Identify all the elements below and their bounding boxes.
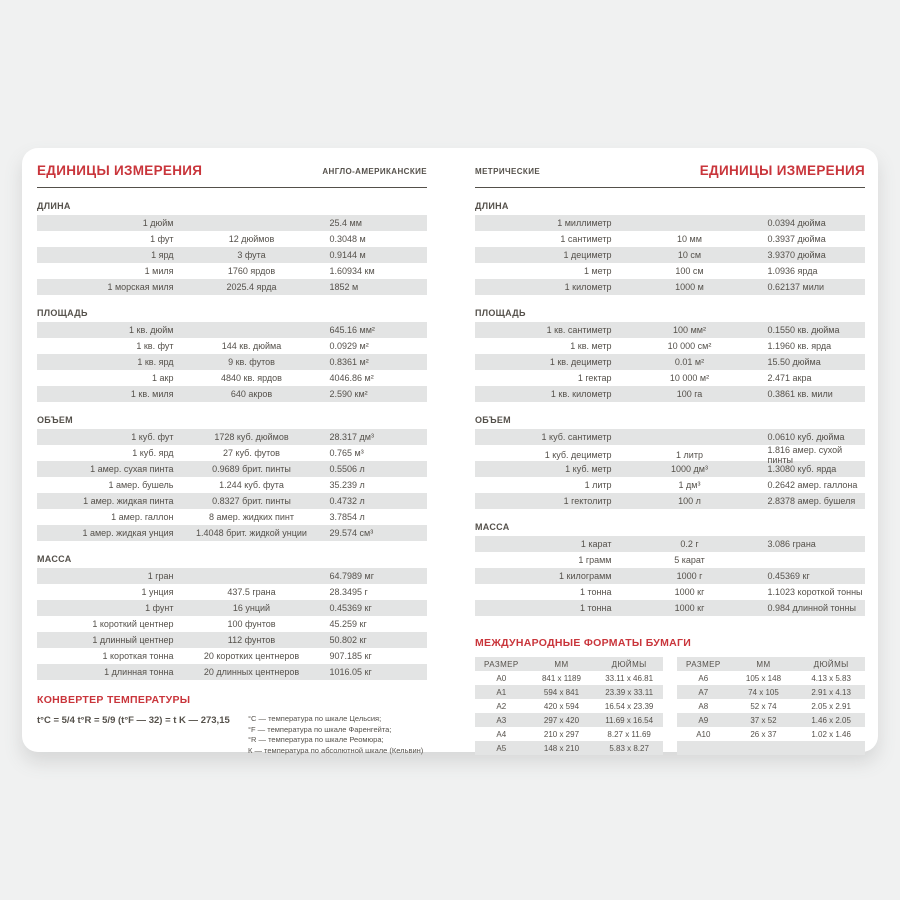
cell-converted: 28.317 дм³ — [329, 432, 374, 442]
cell-unit: 1 кв. фут — [136, 341, 174, 351]
cell-unit: 1 куб. метр — [565, 464, 612, 474]
temperature-note: °F — температура по шкале Фаренгейта; — [248, 724, 392, 734]
cell-unit: 1 длинная тонна — [104, 667, 174, 677]
table-row — [475, 338, 865, 354]
cell-unit: 1 дюйм — [142, 218, 174, 228]
cell-converted: 28.3495 г — [329, 587, 368, 597]
cell-converted: 25.4 мм — [329, 218, 362, 228]
table-row — [475, 741, 663, 755]
cell-converted: 0.2642 амер. галлона — [767, 480, 858, 490]
cell-converted: 0.3861 кв. мили — [767, 389, 833, 399]
right-page-header — [475, 158, 865, 188]
cell-equivalent: 100 га — [676, 389, 703, 399]
cell-mm: 841 x 1189 — [541, 673, 581, 683]
cell-equivalent: 1000 кг — [674, 587, 705, 597]
cell-unit: 1 ярд — [151, 250, 174, 260]
cell-converted: 645.16 мм² — [329, 325, 375, 335]
cell-equivalent: 1.244 куб. фута — [219, 480, 284, 490]
cell-equivalent: 5 карат — [674, 555, 705, 565]
cell-mm: 594 x 841 — [543, 687, 580, 697]
table-row — [37, 461, 427, 477]
cell-equivalent: 640 акров — [230, 389, 273, 399]
section-title: ОБЪЕМ — [475, 415, 511, 425]
cell-unit: 1 гран — [147, 571, 174, 581]
cell-converted: 1016.05 кг — [329, 667, 372, 677]
cell-mm: 74 x 105 — [748, 687, 779, 697]
cell-equivalent: 437.5 грана — [227, 587, 276, 597]
table-row — [37, 584, 427, 600]
unit-table — [37, 568, 427, 680]
cell-equivalent: 100 мм² — [673, 325, 706, 335]
cell-mm: 105 x 148 — [745, 673, 782, 683]
planner-spread — [22, 148, 878, 755]
unit-section-3 — [37, 554, 427, 680]
cell-equivalent: 1000 дм³ — [671, 464, 708, 474]
table-row — [37, 616, 427, 632]
cell-inches: 8.27 x 11.69 — [607, 729, 651, 739]
cell-converted: 0.984 длинной тонны — [767, 603, 856, 613]
table-row — [677, 713, 865, 727]
table-row — [677, 671, 865, 685]
table-row — [37, 370, 427, 386]
section-title: ПЛОЩАДЬ — [475, 308, 526, 318]
table-row — [475, 263, 865, 279]
table-row — [37, 493, 427, 509]
table-row — [475, 477, 865, 493]
cell-inches: 2.05 x 2.91 — [811, 701, 851, 711]
cell-unit: 1 амер. жидкая унция — [82, 528, 174, 538]
cell-unit: 1 морская миля — [107, 282, 174, 292]
cell-equivalent: 10 мм — [677, 234, 702, 244]
table-row — [475, 445, 865, 465]
cell-converted: 2.471 акра — [767, 373, 812, 383]
cell-unit: 1 короткая тонна — [102, 651, 174, 661]
cell-converted: 0.3048 м — [329, 234, 366, 244]
cell-equivalent: 0.2 г — [680, 539, 699, 549]
cell-mm: 37 x 52 — [750, 715, 777, 725]
cell-size: A10 — [696, 729, 711, 739]
cell-mm: 148 x 210 — [543, 743, 580, 753]
table-row — [37, 386, 427, 402]
cell-unit: 1 кв. сантиметр — [546, 325, 612, 335]
cell-inches: 16.54 x 23.39 — [604, 701, 654, 711]
cell-unit: 1 тонна — [580, 603, 612, 613]
cell-converted: 0.3937 дюйма — [767, 234, 826, 244]
paper-header-row — [475, 657, 663, 671]
cell-equivalent: 16 унций — [232, 603, 271, 613]
cell-unit: 1 акр — [152, 373, 174, 383]
section-title: ПЛОЩАДЬ — [37, 308, 88, 318]
table-row — [475, 536, 865, 552]
unit-table — [475, 215, 865, 295]
cell-size: A4 — [496, 729, 507, 739]
cell-unit: 1 амер. бушель — [108, 480, 174, 490]
cell-unit: 1 грамм — [578, 555, 612, 565]
cell-unit: 1 килограмм — [559, 571, 612, 581]
cell-converted: 1852 м — [329, 282, 359, 292]
cell-equivalent: 2025.4 ярда — [226, 282, 277, 292]
paper-formats-title: МЕЖДУНАРОДНЫЕ ФОРМАТЫ БУМАГИ — [475, 637, 692, 649]
cell-unit: 1 кв. дециметр — [549, 357, 612, 367]
temperature-converter — [37, 694, 427, 756]
cell-unit: 1 короткий центнер — [92, 619, 174, 629]
cell-equivalent: 1 литр — [676, 450, 703, 460]
table-row — [37, 525, 427, 541]
cell-equivalent: 1000 кг — [674, 603, 705, 613]
cell-converted: 64.7989 мг — [329, 571, 375, 581]
paper-header-cell: ММ — [756, 659, 771, 669]
table-row — [37, 279, 427, 295]
unit-section-3 — [475, 522, 865, 616]
cell-equivalent: 0.9689 брит. пинты — [212, 464, 291, 474]
cell-inches: 11.69 x 16.54 — [605, 715, 654, 725]
cell-converted: 35.239 л — [329, 480, 365, 490]
cell-converted: 15.50 дюйма — [767, 357, 821, 367]
cell-inches: 2.91 x 4.13 — [811, 687, 851, 697]
table-row — [37, 247, 427, 263]
cell-unit: 1 куб. дециметр — [544, 450, 612, 460]
table-row — [475, 322, 865, 338]
cell-converted: 0.765 м³ — [329, 448, 364, 458]
left-page-header — [37, 158, 427, 188]
paper-header-cell: ДЮЙМЫ — [813, 659, 849, 669]
cell-equivalent: 10 000 см² — [667, 341, 712, 351]
cell-unit: 1 куб. ярд — [132, 448, 174, 458]
cell-unit: 1 унция — [141, 587, 174, 597]
temperature-notes — [248, 714, 423, 756]
unit-table — [37, 429, 427, 541]
cell-equivalent: 20 длинных центнеров — [203, 667, 300, 677]
cell-size: A9 — [698, 715, 709, 725]
cell-unit: 1 карат — [580, 539, 612, 549]
cell-converted: 0.8361 м² — [329, 357, 369, 367]
cell-size: A6 — [698, 673, 709, 683]
cell-converted: 3.9370 дюйма — [767, 250, 826, 260]
cell-equivalent: 4840 кв. ярдов — [221, 373, 282, 383]
unit-table — [475, 429, 865, 509]
cell-converted: 1.1960 кв. ярда — [767, 341, 832, 351]
cell-converted: 0.0929 м² — [329, 341, 369, 351]
cell-mm: 52 x 74 — [750, 701, 777, 711]
cell-converted: 1.816 амер. сухой пинты — [767, 445, 843, 465]
section-title: ОБЪЕМ — [37, 415, 73, 425]
unit-section-1 — [475, 308, 865, 402]
cell-equivalent: 27 куб. футов — [223, 448, 280, 458]
section-title: ДЛИНА — [37, 201, 71, 211]
cell-converted: 0.0610 куб. дюйма — [767, 432, 845, 442]
cell-converted: 2.8378 амер. бушеля — [767, 496, 856, 506]
cell-converted: 2.590 км² — [329, 389, 368, 399]
table-row — [37, 429, 427, 445]
cell-converted: 1.60934 км — [329, 266, 375, 276]
paper-header-cell: ММ — [554, 659, 569, 669]
cell-unit: 1 кв. ярд — [137, 357, 174, 367]
table-row — [475, 713, 663, 727]
cell-size: A1 — [496, 687, 507, 697]
page-title: ЕДИНИЦЫ ИЗМЕРЕНИЯ — [699, 163, 865, 178]
cell-unit: 1 литр — [584, 480, 612, 490]
unit-section-0 — [37, 201, 427, 295]
table-row — [37, 568, 427, 584]
temperature-note: °R — температура по шкале Реомюра; — [248, 735, 384, 744]
table-row — [37, 354, 427, 370]
cell-mm: 420 x 594 — [543, 701, 580, 711]
cell-size: A3 — [496, 715, 507, 725]
table-row — [475, 493, 865, 509]
cell-equivalent: 10 см — [677, 250, 702, 260]
table-row — [475, 552, 865, 568]
table-row — [475, 231, 865, 247]
cell-unit: 1 кв. метр — [570, 341, 612, 351]
cell-unit: 1 амер. галлон — [111, 512, 174, 522]
cell-unit: 1 дециметр — [563, 250, 612, 260]
cell-inches: 1.02 x 1.46 — [811, 729, 851, 739]
cell-unit: 1 фунт — [145, 603, 174, 613]
table-row — [475, 429, 865, 445]
table-row — [37, 263, 427, 279]
temperature-note: К — температура по абсолютной шкале (Кельвин) — [248, 745, 424, 755]
cell-equivalent: 0.01 м² — [674, 357, 705, 367]
table-row — [475, 386, 865, 402]
cell-equivalent: 9 кв. футов — [228, 357, 275, 367]
cell-converted: 0.0394 дюйма — [767, 218, 826, 228]
paper-header-cell: РАЗМЕР — [686, 659, 721, 669]
paper-header-row — [677, 657, 865, 671]
cell-equivalent: 1760 ярдов — [227, 266, 276, 276]
cell-size: A7 — [698, 687, 709, 697]
cell-unit: 1 сантиметр — [560, 234, 612, 244]
cell-inches: 5.83 x 8.27 — [609, 743, 649, 753]
unit-table — [475, 536, 865, 616]
paper-table-a0-a5 — [475, 657, 663, 755]
cell-equivalent: 100 см — [675, 266, 704, 276]
section-title: ДЛИНА — [475, 201, 509, 211]
cell-unit: 1 миля — [144, 266, 174, 276]
cell-unit: 1 кв. километр — [550, 389, 612, 399]
cell-unit: 1 гектар — [577, 373, 612, 383]
cell-converted: 0.45369 кг — [767, 571, 810, 581]
table-row — [37, 445, 427, 461]
cell-inches: 23.39 x 33.11 — [605, 687, 654, 697]
left-unit-sections — [37, 201, 427, 680]
table-row — [475, 461, 865, 477]
cell-mm: 297 x 420 — [543, 715, 580, 725]
cell-unit: 1 фут — [150, 234, 174, 244]
table-row — [37, 477, 427, 493]
cell-size: A8 — [698, 701, 709, 711]
cell-equivalent: 3 фута — [237, 250, 266, 260]
table-row — [475, 671, 663, 685]
cell-equivalent: 0.8327 брит. пинты — [212, 496, 291, 506]
table-row — [475, 370, 865, 386]
cell-converted: 50.802 кг — [329, 635, 367, 645]
right-page — [475, 158, 865, 755]
cell-equivalent: 112 фунтов — [227, 635, 276, 645]
cell-equivalent: 1000 г — [676, 571, 703, 581]
cell-size: A0 — [496, 673, 507, 683]
page-title: ЕДИНИЦЫ ИЗМЕРЕНИЯ — [37, 163, 203, 178]
cell-unit: 1 метр — [583, 266, 612, 276]
table-row — [677, 727, 865, 741]
table-row — [37, 231, 427, 247]
cell-equivalent: 8 амер. жидких пинт — [209, 512, 294, 522]
cell-equivalent: 20 коротких центнеров — [203, 651, 300, 661]
cell-mm: 210 x 297 — [543, 729, 580, 739]
section-title: МАССА — [475, 522, 510, 532]
table-row — [475, 354, 865, 370]
cell-converted: 0.9144 м — [329, 250, 366, 260]
unit-table — [37, 215, 427, 295]
cell-equivalent: 100 л — [678, 496, 701, 506]
cell-unit: 1 куб. фут — [131, 432, 174, 442]
cell-unit: 1 кв. миля — [130, 389, 174, 399]
page-subtitle-anglo-american: АНГЛО-АМЕРИКАНСКИЕ — [322, 167, 427, 176]
right-unit-sections — [475, 201, 865, 616]
cell-unit: 1 амер. сухая пинта — [90, 464, 174, 474]
table-row — [37, 648, 427, 664]
cell-converted: 3.086 грана — [767, 539, 816, 549]
paper-formats-tables — [475, 657, 865, 755]
cell-equivalent: 1000 м — [675, 282, 704, 292]
table-row — [37, 664, 427, 680]
cell-converted: 3.7854 л — [329, 512, 365, 522]
table-row — [475, 600, 865, 616]
cell-converted: 1.0936 ярда — [767, 266, 818, 276]
cell-converted: 0.1550 кв. дюйма — [767, 325, 840, 335]
temperature-converter-title: КОНВЕРТЕР ТЕМПЕРАТУРЫ — [37, 694, 191, 706]
cell-unit: 1 куб. сантиметр — [541, 432, 612, 442]
cell-converted: 1.3080 куб. ярда — [767, 464, 837, 474]
cell-equivalent: 144 кв. дюйма — [221, 341, 282, 351]
table-row — [475, 247, 865, 263]
cell-unit: 1 кв. дюйм — [129, 325, 174, 335]
paper-header-cell: РАЗМЕР — [484, 659, 519, 669]
table-row — [677, 741, 865, 755]
table-row — [475, 727, 663, 741]
paper-formats — [475, 637, 865, 755]
cell-equivalent: 10 000 м² — [669, 373, 710, 383]
cell-unit: 1 длинный центнер — [92, 635, 174, 645]
cell-unit: 1 миллиметр — [557, 218, 612, 228]
cell-unit: 1 амер. жидкая пинта — [83, 496, 174, 506]
unit-table — [37, 322, 427, 402]
cell-unit: 1 гектолитр — [563, 496, 612, 506]
table-row — [37, 322, 427, 338]
cell-converted: 0.62137 мили — [767, 282, 825, 292]
cell-equivalent: 1 дм³ — [678, 480, 701, 490]
temperature-converter-body — [37, 714, 427, 756]
unit-section-2 — [37, 415, 427, 541]
unit-section-0 — [475, 201, 865, 295]
cell-converted: 1.1023 короткой тонны — [767, 587, 863, 597]
table-row — [475, 685, 663, 699]
table-row — [37, 338, 427, 354]
cell-converted: 0.45369 кг — [329, 603, 372, 613]
cell-converted: 4046.86 м² — [329, 373, 374, 383]
table-row — [37, 600, 427, 616]
cell-equivalent: 1.4048 брит. жидкой унции — [196, 528, 307, 538]
cell-mm: 26 x 37 — [750, 729, 777, 739]
cell-unit: 1 тонна — [580, 587, 612, 597]
cell-equivalent: 1728 куб. дюймов — [214, 432, 289, 442]
temperature-formula: t°C = 5/4 t°R = 5/9 (t°F — 32) = t K — 273,15 — [37, 715, 230, 726]
cell-size: A5 — [496, 743, 507, 753]
cell-inches: 4.13 x 5.83 — [811, 673, 851, 683]
table-row — [677, 685, 865, 699]
table-row — [37, 632, 427, 648]
unit-table — [475, 322, 865, 402]
cell-converted: 0.4732 л — [329, 496, 365, 506]
table-row — [475, 215, 865, 231]
cell-inches: 1.46 x 2.05 — [811, 715, 851, 725]
table-row — [475, 568, 865, 584]
cell-equivalent: 100 фунтов — [227, 619, 276, 629]
paper-table-a6-a10 — [677, 657, 865, 755]
cell-size: A2 — [496, 701, 507, 711]
table-row — [37, 215, 427, 231]
cell-converted: 29.574 см³ — [329, 528, 374, 538]
cell-unit: 1 километр — [564, 282, 612, 292]
paper-header-cell: ДЮЙМЫ — [611, 659, 647, 669]
section-title: МАССА — [37, 554, 72, 564]
temperature-note: °C — температура по шкале Цельсия; — [248, 714, 382, 723]
cell-converted: 45.259 кг — [329, 619, 367, 629]
table-row — [475, 699, 663, 713]
table-row — [37, 509, 427, 525]
unit-section-1 — [37, 308, 427, 402]
table-row — [677, 699, 865, 713]
table-row — [475, 279, 865, 295]
table-row — [475, 584, 865, 600]
unit-section-2 — [475, 415, 865, 509]
cell-converted: 907.185 кг — [329, 651, 372, 661]
cell-converted: 0.5506 л — [329, 464, 365, 474]
page-subtitle-metric: МЕТРИЧЕСКИЕ — [475, 167, 541, 176]
cell-equivalent: 12 дюймов — [228, 234, 275, 244]
cell-inches: 33.11 x 46.81 — [605, 673, 654, 683]
left-page — [37, 158, 427, 756]
